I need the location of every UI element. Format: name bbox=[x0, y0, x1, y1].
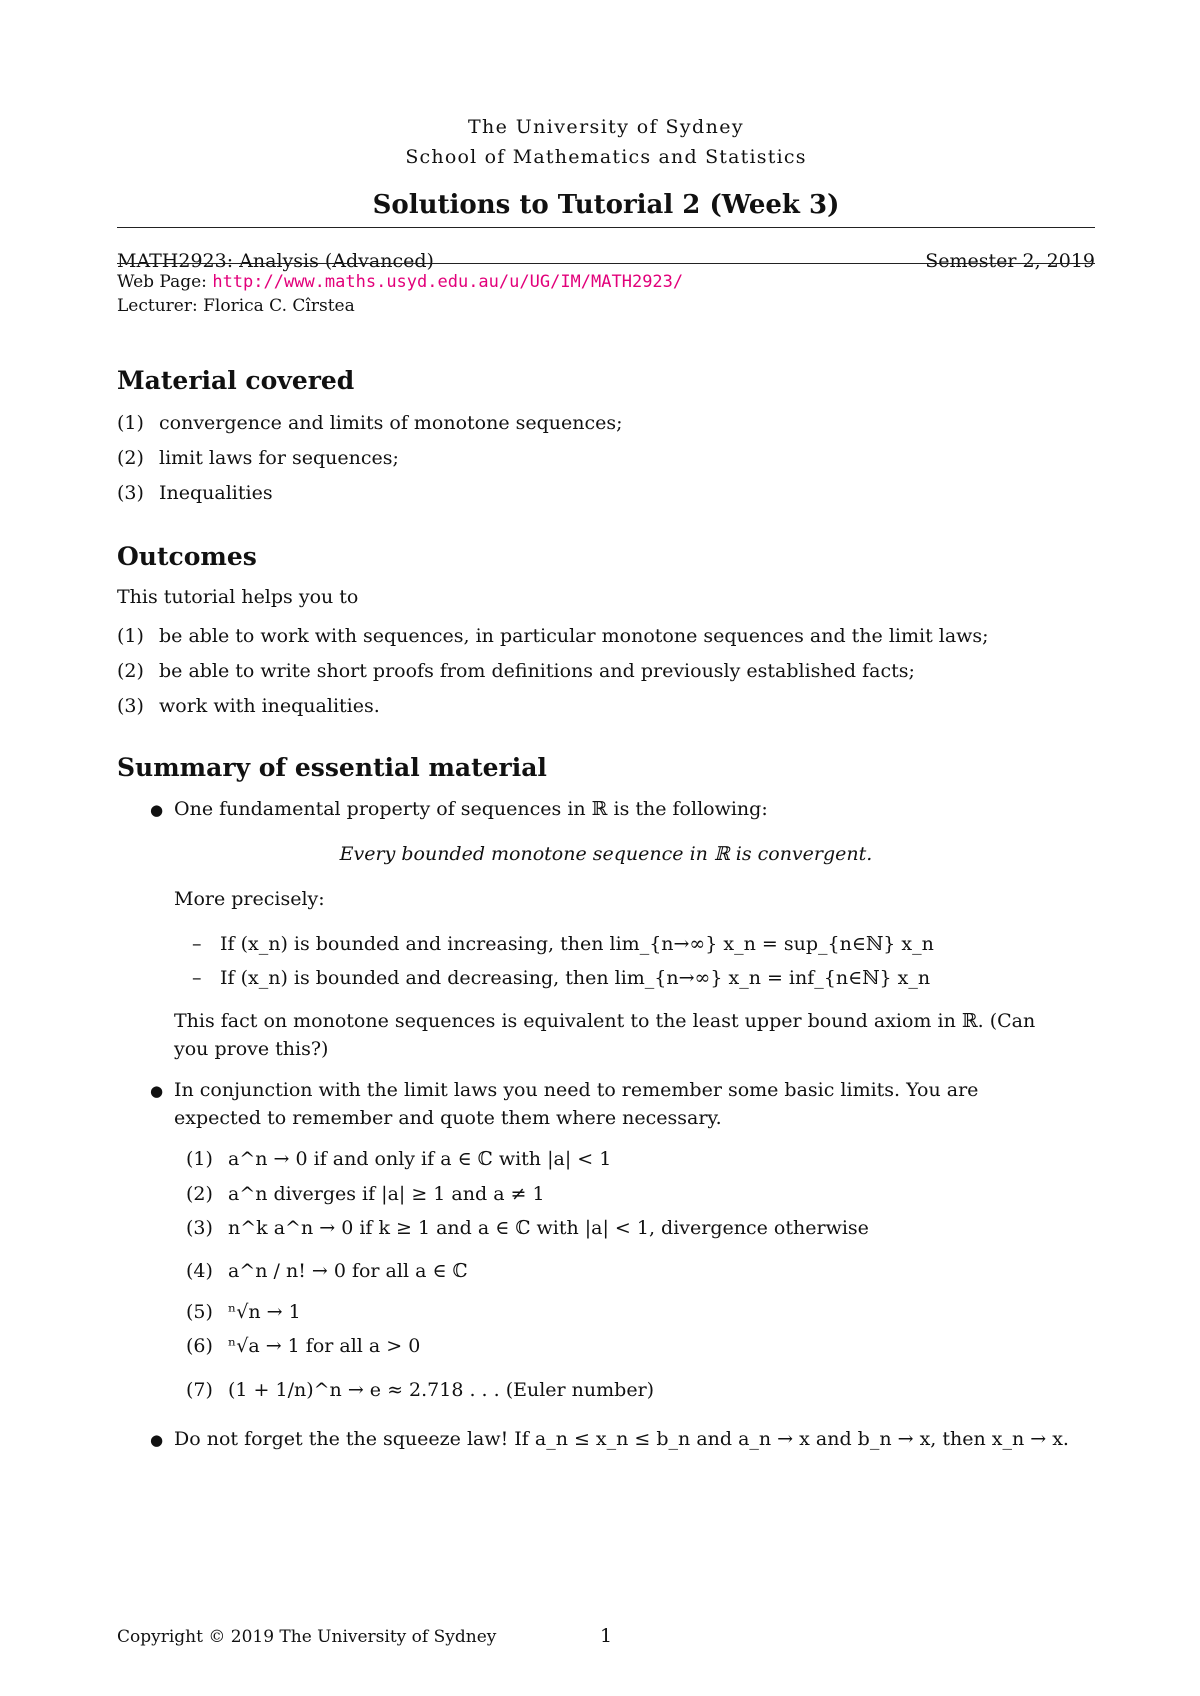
item-number: (4) bbox=[186, 1260, 213, 1282]
item-text: be able to write short proofs from definitions and previously established facts; bbox=[159, 660, 915, 682]
summary-bullet-2-line-1: In conjunction with the limit laws you need to remember some basic limits. You are bbox=[174, 1079, 979, 1101]
item-text: Inequalities bbox=[159, 482, 273, 504]
copyright: Copyright © 2019 The University of Sydney bbox=[117, 1627, 497, 1647]
bullet-icon: ● bbox=[150, 1082, 164, 1100]
university-name: The University of Sydney bbox=[467, 116, 745, 138]
document-title: Solutions to Tutorial 2 (Week 3) bbox=[372, 190, 840, 220]
summary-heading: Summary of essential material bbox=[117, 753, 547, 782]
item-text: ⁿ√n → 1 bbox=[228, 1301, 301, 1323]
list-item bbox=[117, 625, 989, 647]
item-number: (1) bbox=[117, 412, 144, 434]
web-page-link[interactable]: http://www.maths.usyd.edu.au/u/UG/IM/MATH2923/ bbox=[212, 272, 684, 292]
list-item bbox=[117, 482, 273, 504]
equivalence-line-1: This fact on monotone sequences is equivalent to the least upper bound axiom in ℝ. (Can bbox=[174, 1010, 1036, 1032]
limit-item bbox=[186, 1260, 468, 1282]
semester: Semester 2, 2019 bbox=[925, 250, 1095, 272]
summary-bullet-1: One fundamental property of sequences in ℝ is the following: bbox=[174, 798, 768, 820]
bottom-rule bbox=[117, 263, 1095, 264]
item-number: (3) bbox=[117, 482, 144, 504]
item-number: (7) bbox=[186, 1379, 213, 1401]
item-text: convergence and limits of monotone sequences; bbox=[159, 412, 623, 434]
material-heading: Material covered bbox=[117, 366, 355, 395]
course-line bbox=[117, 250, 1095, 272]
outcomes-intro: This tutorial helps you to bbox=[117, 586, 359, 608]
lecturer: Lecturer: Florica C. Cîrstea bbox=[117, 296, 355, 316]
summary-bullet-3: Do not forget the the squeeze law! If a_n ≤ x_n ≤ b_n and a_n → x and b_n → x, then x_n → x. bbox=[174, 1428, 1069, 1450]
theorem-statement: Every bounded monotone sequence in ℝ is convergent. bbox=[339, 843, 873, 865]
item-text: limit laws for sequences; bbox=[159, 447, 399, 469]
dash-item-increasing: If (x_n) is bounded and increasing, then lim_{n→∞} x_n = sup_{n∈ℕ} x_n bbox=[220, 933, 934, 955]
web-page-label: Web Page: bbox=[117, 272, 207, 292]
summary-bullet-2-line-2: expected to remember and quote them where necessary. bbox=[174, 1107, 722, 1129]
bullet-icon: ● bbox=[150, 801, 164, 819]
dash-icon: – bbox=[192, 967, 202, 989]
list-item bbox=[117, 447, 399, 469]
item-number: (5) bbox=[186, 1301, 213, 1323]
item-number: (3) bbox=[117, 695, 144, 717]
limit-item bbox=[186, 1217, 869, 1239]
equivalence-line-2: you prove this?) bbox=[174, 1038, 329, 1060]
list-item bbox=[117, 695, 380, 717]
item-number: (1) bbox=[186, 1148, 213, 1170]
limit-item bbox=[186, 1335, 420, 1357]
item-number: (3) bbox=[186, 1217, 213, 1239]
list-item bbox=[117, 412, 623, 434]
top-rule bbox=[117, 227, 1095, 228]
list-item bbox=[117, 660, 915, 682]
item-text: work with inequalities. bbox=[159, 695, 380, 717]
course-code-name: MATH2923: Analysis (Advanced) bbox=[117, 250, 434, 272]
item-number: (6) bbox=[186, 1335, 213, 1357]
item-text: a^n diverges if |a| ≥ 1 and a ≠ 1 bbox=[228, 1183, 545, 1205]
item-text: ⁿ√a → 1 for all a > 0 bbox=[228, 1335, 421, 1357]
item-text: be able to work with sequences, in particular monotone sequences and the limit laws; bbox=[159, 625, 989, 647]
item-text: a^n → 0 if and only if a ∈ ℂ with |a| < 1 bbox=[228, 1148, 612, 1170]
item-number: (2) bbox=[117, 447, 144, 469]
item-text: (1 + 1/n)^n → e ≈ 2.718 . . . (Euler number) bbox=[228, 1379, 655, 1401]
dash-item-decreasing: If (x_n) is bounded and decreasing, then lim_{n→∞} x_n = inf_{n∈ℕ} x_n bbox=[220, 967, 931, 989]
limit-item bbox=[186, 1379, 654, 1401]
more-precisely: More precisely: bbox=[174, 888, 325, 910]
outcomes-heading: Outcomes bbox=[117, 542, 257, 571]
item-text: n^k a^n → 0 if k ≥ 1 and a ∈ ℂ with |a| < 1, divergence otherwise bbox=[228, 1217, 869, 1239]
item-number: (2) bbox=[186, 1183, 213, 1205]
page-number: 1 bbox=[600, 1625, 613, 1647]
bullet-icon: ● bbox=[150, 1431, 164, 1449]
limit-item bbox=[186, 1183, 545, 1205]
school-name: School of Mathematics and Statistics bbox=[405, 146, 807, 168]
limit-item bbox=[186, 1301, 301, 1323]
web-page-line bbox=[117, 272, 683, 292]
item-number: (2) bbox=[117, 660, 144, 682]
item-text: a^n / n! → 0 for all a ∈ ℂ bbox=[228, 1260, 468, 1282]
dash-icon: – bbox=[192, 933, 202, 955]
limit-item bbox=[186, 1148, 611, 1170]
item-number: (1) bbox=[117, 625, 144, 647]
